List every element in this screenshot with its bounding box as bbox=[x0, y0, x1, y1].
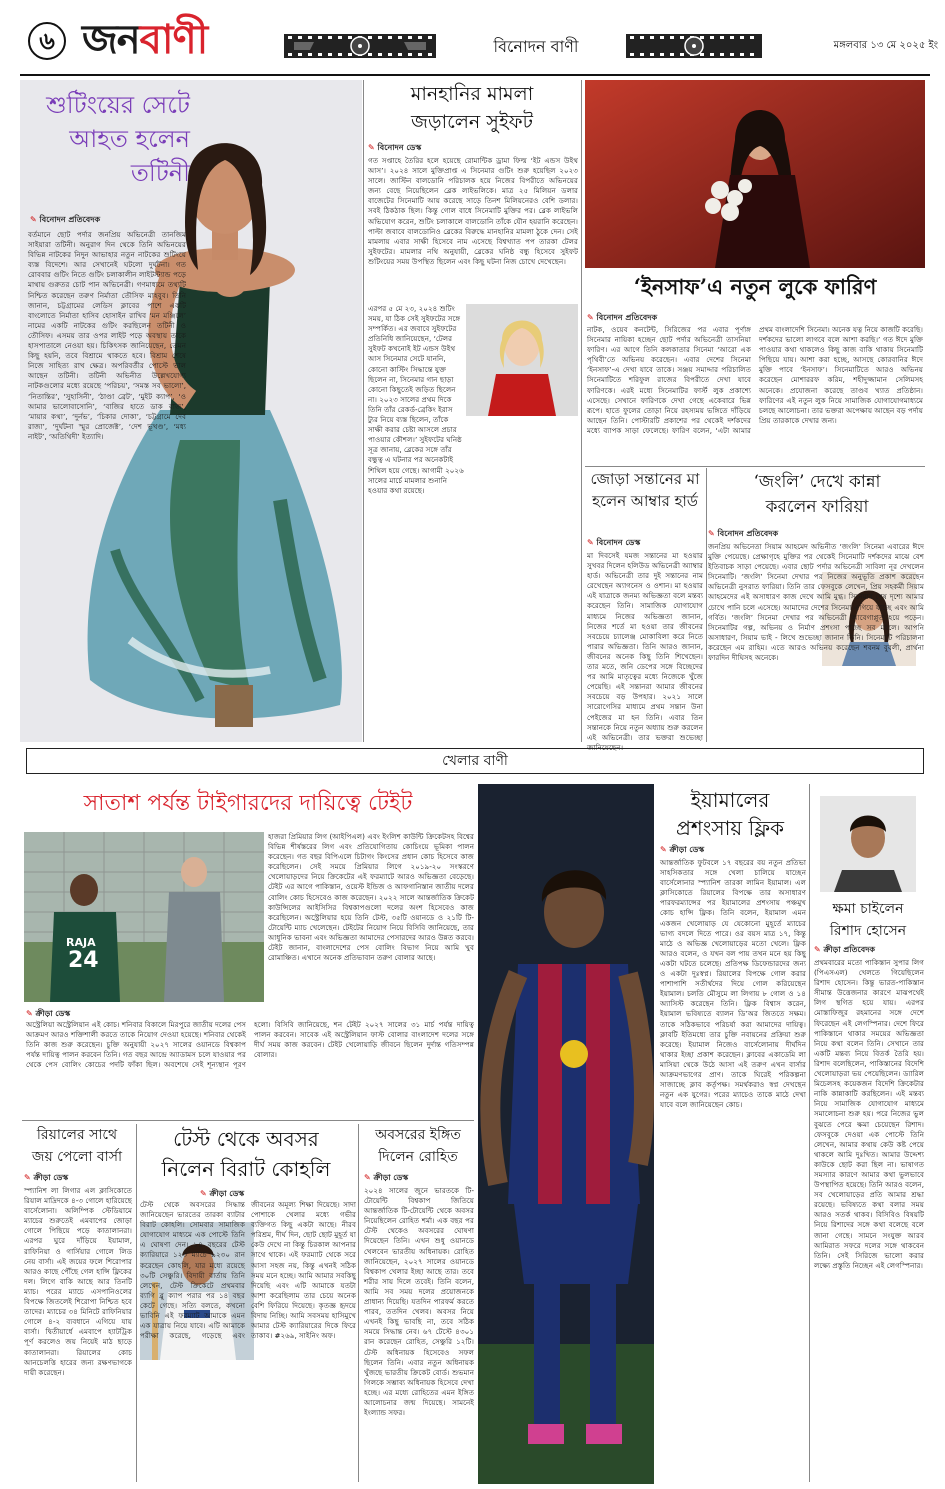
swift-byline: ✎ বিনোদন ডেস্ক bbox=[368, 142, 568, 155]
hurd-body: মা দিবসেই যমজ সন্তানের মা হওয়ার সুখবর দিলেন হলিউড অভিনেত্রী অ্যাম্বার হার্ড। অভিনেত্রী তার দুই সন্তানের নাম রেখেছেন অ্যাগনেস ও ওশান। মা হওয়ার এই যাত্রাকে জনম্য অভিজ্ঞতা বলে মন্তব্য করেছেন তিনি। সামাজিক যোগাযোগ মাধ্যমে নিজের অভিজ্ঞতা জানান, নিজের শর্তে মা হওয়া তার জীবনের সবচেয়ে চ্যালেঞ্জ মোকাবিলা করে নিতে পারার অভিজ্ঞতা। তিনি আরও জানান, জীবনের অনেক কিছু তিনি শিখেছেন। তার মতে, জনি ডেপের সঙ্গে বিচ্ছেদের পর আমি মাতৃত্বের মধ্যে নিজেকে খুঁজে পেয়েছি। এই সন্তানরা আমার জীবনের সবচেয়ে বড় উপহার। ২০২১ সালে সারোগেসির মাধ্যমে প্রথম সন্তান উনা পেইজের মা হন তিনি। এবার তিন সন্তানকে নিয়ে নতুন অধ্যায় শুরু করলেন এই অভিনেত্রী। তার ভক্তরা শুভেচ্ছা জানিয়েছেন। bbox=[587, 551, 703, 752]
farin-headline: ‘ইনসাফ’এ নতুন লুকে ফারিণ bbox=[633, 274, 877, 299]
fariya-byline: ✎ বিনোদন প্রতিবেদক bbox=[708, 528, 868, 541]
swift-body-top: গত সপ্তাহে তৈরির হলে হয়েছে রোমান্টিক ড্রামা ফিল্ম ‘ইট এন্ডস উইথ আস’। ২০২৪ সালে মুক্তিপ্রাপ্ত এ সিনেমার গুটিং শুরু হয়েছিল ২০২৩ সালে। জাস্টিন বালডোনি পরিচালক হয়ে নিজের বিপরীতে অভিনয়ের জন্য বেছে নিয়েছিলেন ব্লেক লাইভলিকে। মাত্র ২৫ মিলিয়ন ডলার বাজেটের সিনেমাটি আয় করেছে সাড়ে তিনশ মিলিয়নেরও বেশি ডলার। সবই ঠিকঠাক ছিল। কিন্তু গোল বাধে সিনেমাটি মুক্তির পর। ব্লেক লাইভলি অভিযোগ করেন, শুটিং চলাকালে বালডোনি তাঁকে যৌন হয়রানি করেছেন। পাল্টা জবাবে বালডোনিও ব্লেকের বিরুদ্ধে মানহানির মামলা ঠুকে দেন। সেই মামলায় এবার সাক্ষী হিসেবে নাম এসেছে বিশ্বখ্যাত পপ তারকা টেলর সুইফটের। মামলার নথি অনুযায়ী, ব্লেকের ঘনিষ্ঠ বন্ধু হিসেবে সুইফট শুটিংয়ের সময় উপস্থিত ছিলেন এবং কিছু ঘটনা নিজ চোখে দেখেছেন। bbox=[368, 156, 578, 266]
yamal-headline-line2: প্রশংসায় ফ্লিক bbox=[676, 816, 784, 840]
column-rule bbox=[706, 468, 707, 742]
kohli-body: টেস্ট থেকে অবসরের সিদ্ধান্ত জানিয়েছেন ভারতের তারকা ব্যাটার বিরাট কোহলি। সোমবার সামাজিক যোগাযোগ মাধ্যমে এক পোস্টে তিনি এ ঘোষণা দেন। ১৪ বছরের টেস্ট ক্যারিয়ারে ১২৩ ম্যাচে ৯২৩০ রান করেছেন কোহলি, যার মধ্যে রয়েছে ৩০টি সেঞ্চুরি। বিদায়ী বার্তায় তিনি লেখেন, টেস্ট ক্রিকেটে প্রথমবার ব্যাগি ব্লু ক্যাপ পরার পর ১৪ বছর কেটে গেছে। সত্যি বলতে, কখনো ভাবিনি এই ফরম্যাট আমাকে এমন এক যাত্রায় নিয়ে যাবে। এটি আমাকে পরীক্ষা করেছে, গড়েছে এবং জীবনের অমূল্য শিক্ষা দিয়েছে। সাদা পোশাকে খেলার মধ্যে গভীর ব্যক্তিগত কিছু একটা আছে। নীরব পরিশ্রম, দীর্ঘ দিন, ছোট ছোট মুহূর্ত যা কেউ দেখে না কিন্তু চিরকাল আপনার সাথে থাকে। এই ফরম্যাট থেকে সরে আসা সহজ নয়, কিন্তু এখনই সঠিক সময় মনে হচ্ছে। আমি আমার সবকিছু দিয়েছি এবং এটি আমাকে যতটা আশা করেছিলাম তার চেয়ে অনেক বেশি ফিরিয়ে দিয়েছে। কৃতজ্ঞ হৃদয়ে বিদায় নিচ্ছি। আমি সবসময় হাসিমুখে আমার টেস্ট ক্যারিয়ারের দিকে ফিরে তাকাব। #২৬৯, সাইনিং অফ। bbox=[140, 1200, 356, 1341]
farin-byline: ✎ বিনোদন প্রতিবেদক bbox=[587, 312, 747, 325]
fariya-headline bbox=[708, 470, 926, 520]
yamal-headline bbox=[658, 786, 802, 842]
column-rule bbox=[363, 80, 364, 742]
barca-byline: ✎ ক্রীড়া ডেস্ক bbox=[24, 1172, 124, 1185]
logo-part1: জন bbox=[82, 16, 140, 63]
hurd-byline: ✎ বিনোদন ডেস্ক bbox=[587, 537, 703, 550]
column-rule bbox=[136, 1124, 137, 1482]
swift-body-bottom: এরপর ৫ মে ২৩, ২০২৪ শুটিং সময়, যা ঠিক সেই সুইফটের সঙ্গে সম্পর্কিত। এর জবাবে সুইফটের প্রতিনিধি জানিয়েছেন, ‘টেলর সুইফট কখনোই ইট এন্ডস উইথ আস সিনেমার সেটে যাননি, কোনো কাস্টিং সিদ্ধান্তে যুক্ত ছিলেন না, সিনেমার গান ছাড়া কোনো কিছুতেই জড়িত ছিলেন না। ২০২৩ সালের প্রথম দিকে তিনি তাঁর রেকর্ড-ব্রেকিং ইরাস ট্যুর নিয়ে ব্যস্ত ছিলেন, তাঁকে সাক্ষী করার চেষ্টা আসলে প্রচার পাওয়ার কৌশল।’ সুইফটের ঘনিষ্ঠ সূত্র জানায়, ব্লেকের সঙ্গে তাঁর বন্ধুত্ব এ ঘটনার পর অনেকটাই শিথিল হয়ে গেছে। আগামী ২০২৬ সালের মার্চে মামলার শুনানি হওয়ার কথা রয়েছে। bbox=[368, 304, 464, 495]
sports-section-title: খেলার বাণী bbox=[442, 753, 508, 769]
barca-body: স্প্যানিশ লা লিগার এল ক্লাসিকোতে রিয়াল মাদ্রিদকে ৪-৩ গোলে হারিয়েছে বার্সেলোনা। অলিম্পিক স্টেডিয়ামে ম্যাচের শুরুতেই এমবাপের জোড়া গোলে পিছিয়ে পড়ে কাতালানরা। এরপর ঘুরে দাঁড়িয়ে ইয়ামাল, রাফিনিয়া ও গার্সিয়ার গোলে লিড নেয় বার্সা। এই জয়ের ফলে শিরোপার আরও কাছে পৌঁছে গেল হান্সি ফ্লিকের দল। লিগে বাকি আছে আর তিনটি ম্যাচ। পরের ম্যাচে এসপানিওলের বিপক্ষে জিতলেই শিরোপা নিশ্চিত হবে তাদের। ম্যাচের ৩৪ মিনিটে রাফিনিয়ার গোলে ৪-২ ব্যবধানে এগিয়ে যায় বার্সা। দ্বিতীয়ার্ধে এমবাপে হ্যাটট্রিক পূর্ণ করলেও জয় নিয়েই মাঠ ছাড়ে কাতালানরা। রিয়ালের কোচ আনচেলত্তি হারের জন্য রক্ষণভাগকে দায়ী করেছেন। bbox=[24, 1186, 132, 1377]
rishad-body: প্রথমবারের মতো পাকিস্তান সুপার লিগ (পিএসএল) খেলতে গিয়েছিলেন রিশাদ হোসেন। কিন্তু ভারত-পাকিস্তান সীমান্ত উত্তেজনার কারণে মাঝপথেই লিগ স্থগিত হয়ে যায়। এরপর মোস্তাফিজুর রহমানের সঙ্গে দেশে ফিরেছেন এই লেগস্পিনার। দেশে ফিরে পাকিস্তানে থাকার সময়ের অভিজ্ঞতা নিয়ে কথা বলেন তিনি। সেখানে তার একটি মন্তব্য নিয়ে বিতর্ক তৈরি হয়। রিশাদ বলেছিলেন, পাকিস্তানের বিদেশি খেলোয়াড়রা ভয় পেয়েছিলেন। ড্যারিল মিচেলসহ কয়েকজন বিদেশি ক্রিকেটার নাকি কান্নাকাটি করছিলেন। এই মন্তব্য নিয়ে সামাজিক যোগাযোগ মাধ্যমে সমালোচনা শুরু হয়। পরে নিজের ভুল বুঝতে পেরে ক্ষমা চেয়েছেন রিশাদ। ফেসবুকে দেওয়া এক পোস্টে তিনি লেখেন, আমার কথায় কেউ কষ্ট পেয়ে থাকলে আমি দুঃখিত। আমার উদ্দেশ্য কাউকে ছোট করা ছিল না। ভাষাগত সমস্যার কারণে আমার কথা ভুলভাবে উপস্থাপিত হয়েছে। তিনি আরও বলেন, সব খেলোয়াড়ের প্রতি আমার শ্রদ্ধা রয়েছে। ভবিষ্যতে কথা বলার সময় আরও সতর্ক থাকব। বিসিবিও বিষয়টি নিয়ে রিশাদের সঙ্গে কথা বলেছে বলে জানা গেছে। সামনে সংযুক্ত আরব আমিরাত সফরে দলের সঙ্গে থাকবেন তিনি। সেই সিরিজে ভালো করার লক্ষ্যে প্রস্তুতি নিচ্ছেন এই লেগস্পিনার। bbox=[814, 958, 924, 1270]
swift-headline-line1: মানহানির মামলা bbox=[410, 83, 534, 105]
issue-date: মঙ্গলবার ১৩ মে ২০২৫ ইং bbox=[833, 40, 938, 51]
fariya-headline-line1: ‘জংলি’ দেখে কান্না bbox=[753, 472, 881, 492]
column-rule bbox=[358, 1124, 359, 1482]
column-rule bbox=[581, 80, 582, 742]
swift-headline-line2: জড়ালেন সুইফট bbox=[411, 111, 533, 133]
tait-photo bbox=[24, 832, 264, 1002]
barca-headline-line1: রিয়ালের সাথে bbox=[36, 1127, 118, 1143]
kohli-headline bbox=[140, 1124, 352, 1184]
logo bbox=[82, 16, 207, 64]
rishad-headline bbox=[812, 898, 924, 942]
rishad-photo bbox=[820, 796, 916, 892]
page-number: ৬ bbox=[28, 22, 66, 60]
hurd-headline: জোড়া সন্তানের মা হলেন আম্বার হার্ড bbox=[590, 470, 700, 510]
farin-photo bbox=[585, 80, 925, 268]
totini-byline: ✎ বিনোদন প্রতিবেদক bbox=[30, 214, 180, 227]
section-rule bbox=[22, 1120, 474, 1121]
kohli-headline-line1: টেস্ট থেকে অবসর bbox=[173, 1127, 319, 1151]
rishad-headline-line2: রিশাদ হোসেন bbox=[829, 923, 907, 939]
rohit-byline: ✎ ক্রীড়া ডেস্ক bbox=[364, 1172, 464, 1185]
rohit-headline bbox=[362, 1124, 474, 1168]
farin-body: নাটক, ওয়েব কনটেন্ট, সিরিজের পর এবার পূর্ণাঙ্গ সিনেমার নায়িকা হচ্ছেন ছোট পর্দার অভিনেত্রী তাসনিয়া ফারিণ। এর আগে তিনি কলকাতার সিনেমা ‘আরো এক পৃথিবী’তে অভিনয় করেছেন। এবার দেশের সিনেমা ‘ইনসাফ’-এ দেখা যাবে তাকে। সঞ্জয় সমাদ্দার পরিচালিত সিনেমাটিতে শরিফুল রাজের বিপরীতে দেখা যাবে ফারিণকে। এরই মধ্যে সিনেমাটির ফার্স্ট লুক প্রকাশ্যে এসেছে। সেখানে ফারিণকে দেখা গেছে একেবারে ভিন্ন রূপে। হাতে ফুলের তোড়া নিয়ে রহস্যময় ভঙ্গিতে দাঁড়িয়ে আছেন তিনি। পোস্টারটি প্রকাশের পর থেকেই দর্শকদের মধ্যে ব্যাপক সাড়া ফেলেছে। ফারিণ বলেন, ‘এটা আমার প্রথম বাংলাদেশি সিনেমা। অনেক যত্ন নিয়ে কাজটি করেছি। দর্শকদের ভালো লাগবে বলে আশা করছি।’ গত ঈদে মুক্তি পাওয়ার কথা থাকলেও কিছু কাজ বাকি থাকায় সিনেমাটি পিছিয়ে যায়। আশা করা হচ্ছে, আসছে কোরবানির ঈদে মুক্তি পাবে ‘ইনসাফ’। সিনেমাটিতে আরও অভিনয় করেছেন মোশাররফ করিম, শহীদুজ্জামান সেলিমসহ অনেকে। প্রযোজনা করেছে তাণ্ডব খ্যাত প্রতিষ্ঠান। ফারিণের এই নতুন লুক নিয়ে সামাজিক যোগাযোগমাধ্যমে চলছে আলোচনা। তার ভক্তরা অপেক্ষায় আছেন বড় পর্দায় প্রিয় তারকাকে দেখার জন্য। bbox=[587, 325, 923, 435]
swift-photo bbox=[466, 304, 578, 416]
section-title: বিনোদন বাণী bbox=[493, 37, 579, 56]
yamal-photo bbox=[478, 784, 654, 1484]
fariya-body: জনপ্রিয় অভিনেতা সিয়াম আহমেদ অভিনীত ‘জংলি’ সিনেমা এবারের ঈদে মুক্তি পেয়েছে। প্রেক্ষাগৃহে মুক্তির পর থেকেই সিনেমাটি দর্শকদের মাঝে বেশ ইতিবাচক সাড়া পেয়েছে। এবার ছোট পর্দার অভিনেত্রী সাবিলা নূর দেখলেন সিনেমাটি। ‘জংলি’ সিনেমা দেখার পর নিজের অনুভূতি প্রকাশ করেছেন অভিনেত্রী নুসরাত ফারিয়া। তিনি তার ফেসবুকে লেখেন, প্রিয় সহকর্মী সিয়াম আহমেদের এই অসাধারণ কাজ দেখে আমি মুগ্ধ। সিনেমার শেষ দৃশ্যে আমার চোখে পানি চলে এসেছে। আমাদের দেশের সিনেমা এগিয়ে যাচ্ছে এবং আমি গর্বিত। ‘জংলি’ সিনেমা দেখার পর অভিনেত্রী আবেগাপ্লুত হয়ে পড়েন। সিনেমাটির গল্প, অভিনয় ও নির্মাণ প্রশংসা পাচ্ছে সব মহলে। আপনি অসাধারণ, সিয়াম ভাই - লিখে শুভেচ্ছা জানান তিনি। সিনেমাটি পরিচালনা করেছেন এম রাহিম। এতে আরও অভিনয় করেছেন শবনম বুবলী, প্রার্থনা ফারদিন দীঘিসহ অনেকে। bbox=[708, 542, 924, 663]
jersey-name: RAJA bbox=[66, 936, 96, 949]
rishad-byline: ✎ ক্রীড়া প্রতিবেদক bbox=[814, 944, 924, 957]
tait-body-right: হাজরা প্রিমিয়ার লিগ (আইপিএল) এবং ইংলিশ কাউন্টি ক্রিকেটসহ বিশ্বের বিভিন্ন শীর্ষস্তরের লিগ এবং প্রতিযোগিতায় কোচিংয়ে ভূমিকা পালন করেছেন। গত বছর বিপিএলে চিটাগং কিংসের প্রধান কোচ হিসেবে কাজ করেছিলেন। সেই সময়ে প্রিমিয়ার লিগে ২০১৯-২০ সংস্করণে খেলোয়াড়দের নিয়ে ক্রিকেটের এই ফরম্যাটে আরও অভিজ্ঞতা বেড়েছে। টেইট এর আগে পাকিস্তান, ওয়েস্ট ইন্ডিজ ও আফগানিস্তান জাতীয় দলের বোলিং কোচ হিসেবেও কাজ করেছেন। ২০২২ সালে আন্তর্জাতিক ক্রিকেট কাউন্সিলের আইসিসির বিশ্বকাপগুলো দলের অংশ হিসেবেও কাজ করেছিলেন। অস্ট্রেলিয়ার হয়ে তিনি টেস্ট, ৩৫টি ওয়ানডে ও ২১টি টি-টোয়েন্টি ম্যাচ খেলেছেন। টেইটের নিয়োগ নিয়ে বিসিবি জানিয়েছে, তার আধুনিক ভাবনা এবং অভিজ্ঞতা আমাদের পেসারদের আরও উন্নত করবে। টেইট জানান, বাংলাদেশের পেস বোলিং বিভাগ নিয়ে আমি খুব রোমাঞ্চিত। এখানে অনেক প্রতিভাবান তরুণ বোলার আছে। bbox=[268, 832, 474, 963]
jersey-number: 24 bbox=[68, 948, 99, 973]
rohit-headline-line1: অবসরের ইঙ্গিত bbox=[375, 1127, 461, 1143]
fariya-headline-line2: করলেন ফারিয়া bbox=[765, 497, 869, 517]
totini-headline: শুটিংয়ের সেটে আহত হলেন তটিনী bbox=[46, 91, 190, 187]
kohli-headline-line2: নিলেন বিরাট কোহলি bbox=[161, 1157, 331, 1181]
column-rule bbox=[809, 784, 810, 1482]
masthead-rule bbox=[20, 74, 930, 76]
tait-byline: ✎ ক্রীড়া ডেস্ক bbox=[26, 1008, 186, 1021]
sports-section-bar bbox=[26, 748, 924, 774]
rohit-headline-line2: দিলেন রোহিত bbox=[378, 1149, 458, 1165]
swift-headline bbox=[368, 80, 576, 136]
section-rule bbox=[585, 466, 925, 467]
barca-headline-line2: জয় পেলো বার্সা bbox=[31, 1149, 123, 1165]
rohit-body: ২০২৪ সালের জুনে ভারতকে টি-টোয়েন্টি বিশ্বকাপ জিতিয়ে আন্তর্জাতিক টি-টোয়েন্টি থেকে অবসর নিয়েছিলেন রোহিত শর্মা। এক বছর পর টেস্ট থেকেও অবসরের ঘোষণা দিয়েছেন তিনি। এখন শুধু ওয়ানডে খেলবেন ভারতীয় অধিনায়ক। রোহিত জানিয়েছেন, ২০২৭ সালের ওয়ানডে বিশ্বকাপ খেলার ইচ্ছা আছে তার। তবে শরীর সায় দিলে তবেই। তিনি বলেন, আমি সব সময় দলের প্রয়োজনকে প্রাধান্য দিয়েছি। যতদিন পারফর্ম করতে পারব, ততদিন খেলব। অবসর নিয়ে এখনই কিছু ভাবছি না, তবে সঠিক সময়ে সিদ্ধান্ত নেব। ৬৭ টেস্টে ৪৩০১ রান করেছেন রোহিত, সেঞ্চুরি ১২টি। টেস্ট অধিনায়ক হিসেবেও সফল ছিলেন তিনি। এবার নতুন অধিনায়ক খুঁজছে ভারতীয় ক্রিকেট বোর্ড। শুভমান গিলকে সম্ভাব্য অধিনায়ক হিসেবে দেখা হচ্ছে। এর মধ্যে রোহিতের এমন ইঙ্গিত আলোচনার জন্ম দিয়েছে। সামনেই ইংল্যান্ড সফর। bbox=[364, 1186, 474, 1418]
masthead bbox=[0, 0, 945, 76]
tait-body-left: অস্ট্রেলিয়া অস্ট্রেলিয়ান এই কোচ। শনিবার বিকালে মিরপুরে জাতীয় দলের পেস আক্রমণ আরও শক্তিশালী করতে তাকে নিয়োগ দেওয়া হয়েছে। শনিবার থেকেই তিনি কাজ শুরু করেছেন। চুক্তি অনুযায়ী ২০২৭ সালের ওয়ানডে বিশ্বকাপ পর্যন্ত দায়িত্ব পালন করবেন তিনি। গত বছর আন্দ্রে অ্যাডামস চলে যাওয়ার পর থেকে পেস বোলিং কোচের পদটি ফাঁকা ছিল। অবশেষে সেই শূন্যস্থান পূরণ হলো। বিসিবি জানিয়েছে, শন টেইট ২০২৭ সালের ৩১ মার্চ পর্যন্ত দায়িত্ব পালন করবেন। সাবেক এই অস্ট্রেলিয়ান ফাস্ট বোলার বাংলাদেশ দলের সঙ্গে দীর্ঘ সময় কাজ করবেন। টেইট খেলোয়াড়ি জীবনে ছিলেন দুর্দান্ত গতিসম্পন্ন বোলার। bbox=[26, 1020, 474, 1070]
film-reel-icon bbox=[626, 30, 762, 62]
yamal-byline: ✎ ক্রীড়া ডেস্ক bbox=[660, 844, 760, 857]
film-reel-icon bbox=[284, 30, 436, 62]
tait-headline: সাতাশ পর্যন্ত টাইগারদের দায়িত্বে টেইট bbox=[83, 791, 413, 816]
yamal-headline-line1: ইয়ামালের bbox=[690, 788, 770, 812]
rishad-headline-line1: ক্ষমা চাইলেন bbox=[832, 901, 904, 917]
totini-body: বর্তমানে ছোট পর্দার জনপ্রিয় অভিনেত্রী তানজিম সাইয়ারা তটিনী। অনুরাগ দিন থেকে তিনি অভিনয়ের বিভিন্ন নাটকের নিদুন আভাহার নতুন নাটকের শুটিংয়ে ব্যস্ত বিদেশে। আর সেখানেই ঘটলো দুর্ঘটনা। গত রোববার গুটিং নিতে গুটিং চলাকালীন লাইটস্ট্যান্ড পড়ে মাথায় গুরুতর চোট পান অভিনেত্রী। গণমাধ্যমে তথ্যটি নিশ্চিত করেছেন তরুণ নির্মাতা তৌসিফ মাহবুব। তিনি জানান, চট্টগ্রামের লেডিস ক্লাবের পাশে একটি বাংলোতে নির্মাতা হাসিব হোসাইন রাখিব ‘মন মঞ্জিলে’ নামের একটি নাটকের গুটিং করছিলেন তটিনী ও তৌসিফ। এসময় তার ওপর লাইট পড়ে অবস্থায় তাকে হাসপাতালে নেওয়া হয়। চিকিৎসক জানিয়েছেন, তেমন কিছু হয়নি, তবে বিশ্রামে থাকতে হবে। বিশ্রাম শেষে নিজে সাহিত্য রাখ ক্ষেত্র। অপরিবর্তীর পোস্টে ভাল আছেন তটিনী। তটিনী অভিনীত উল্লেখযোগ্য নাটকগুলোর মধ্যে রয়েছে ‘পরিচয়’, ‘সমস্ত সব ভালো’, ‘নিতান্তির’, ‘সুহাসিনী’, ‘ঠাণ্ডা ব্রেট’, ‘মুইট ক্যাপ’, ‘ও আমার ভালোবাসোনি’, ‘বাজির হাতে ডাক বাজ’, ‘মায়ার কথা’, ‘দুর্নভ’, ‘চিকার দোকা’, ‘চট্টগ্রামে দেব রাজা’, ‘দুর্ঘটনা স্মুর প্রোজেক্ট’, ‘দেশ ভূখণ্ড’, ‘মধ্য নাইট’, ‘অতিথিদী’ ইত্যাদি। bbox=[28, 230, 186, 441]
yamal-body: আন্তর্জাতিক ফুটবলে ১৭ বছরের বয় নতুন প্রতিভা সাহসিকতার সঙ্গে খেলা চালিয়ে যাচ্ছেন বার্সেলোনার স্প্যানিশ তারকা লামিন ইয়ামাল। এল ক্লাসিকোতে রিয়ালের বিপক্ষে তার অসাধারণ পারফরম্যান্সের পর ইয়ামালের প্রশংসায় পঞ্চমুখ কোচ হান্সি ফ্লিক। তিনি বলেন, ইয়ামাল এমন একজন খেলোয়াড় যে যেকোনো মুহূর্তে ম্যাচের ভাগ্য বদলে দিতে পারে। ওর বয়স মাত্র ১৭, কিন্তু মাঠে ও অভিজ্ঞ খেলোয়াড়ের মতো খেলে। ফ্লিক আরও বলেন, ও যখন বল পায় তখন মনে হয় কিছু একটা ঘটতে চলেছে। প্রতিপক্ষ ডিফেন্ডারদের জন্য ও একটা দুঃস্বপ্ন। রিয়ালের বিপক্ষে গোল করার পাশাপাশি সতীর্থদের দিয়ে গোল করিয়েছেন ইয়ামাল। চলতি মৌসুমে লা লিগায় ৮ গোল ও ১৪ অ্যাসিস্ট করেছেন তিনি। ফ্লিক বিশ্বাস করেন, ইয়ামাল ভবিষ্যতে ব্যালন ডি’অর জিততে সক্ষম। তাকে সঠিকভাবে পরিচর্যা করা আমাদের দায়িত্ব। ক্লাবটি ইতিমধ্যে তার চুক্তি নবায়নের প্রক্রিয়া শুরু করেছে। ইয়ামাল নিজেও বার্সেলোনায় দীর্ঘদিন থাকার ইচ্ছা প্রকাশ করেছেন। ক্লাবের একাডেমি লা মাসিয়া থেকে উঠে আসা এই তরুণ এখন বার্সার আক্রমণভাগের প্রাণ। তাকে ঘিরেই পরিকল্পনা সাজাচ্ছে ক্লাব কর্তৃপক্ষ। সমর্থকরাও স্বপ্ন দেখছেন নতুন এক যুগের। পরের ম্যাচেও তাকে মাঠে দেখা যাবে বলে জানিয়েছেন কোচ। bbox=[660, 858, 806, 1110]
kohli-byline: ✎ ক্রীড়া ডেস্ক bbox=[200, 1188, 300, 1201]
barca-headline bbox=[22, 1124, 132, 1168]
logo-part2: বাণী bbox=[139, 16, 208, 63]
